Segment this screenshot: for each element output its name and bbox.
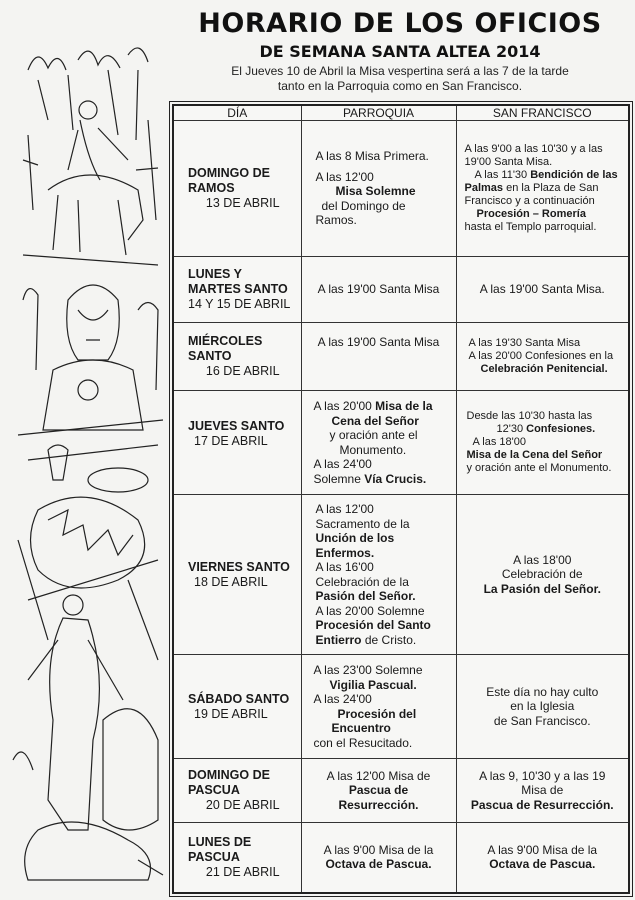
cell-text: A las 12'00 [315,502,374,516]
san-francisco-cell [456,655,629,759]
cell-text: Pasión del Señor. [315,589,416,603]
cell-text: de San Francisco. [493,713,591,728]
day-label: DOMINGO DE [188,768,270,782]
table-row [173,121,629,257]
day-label: MIÉRCOLES [188,334,263,348]
cell-text: A las 12'00 Misa de [326,768,431,783]
holy-week-illustration [8,40,166,890]
cell-text: Cena del Señor [331,413,419,428]
day-label: PASCUA [188,849,240,864]
cell-text: Procesión del Santo [315,618,431,632]
crown-of-thorns-drawing [18,497,158,660]
table-row [173,823,629,893]
cell-text: Entierro [315,632,362,647]
cell-text: Pascua de [348,783,409,798]
day-cell [173,655,301,759]
cell-text: Vía Crucis. [364,471,427,486]
day-cell [173,121,301,257]
san-francisco-cell [456,121,629,257]
day-cell [173,391,301,495]
cell-text: 12'30 [496,423,527,435]
day-label: LUNES Y [188,267,242,281]
day-date: 17 DE ABRIL [194,434,268,448]
cell-text: Ramos. [315,213,357,228]
day-cell [173,257,301,323]
day-cell [173,495,301,655]
cell-text: A las 8 Misa Primera. [315,149,429,164]
parroquia-cell [301,391,456,495]
cell-text: en la Plaza de San [503,182,599,194]
cell-text: con el Resucitado. [313,735,413,750]
cell-text: Celebración Penitencial. [480,363,608,375]
cell-text: Octava de Pascua. [489,857,596,872]
day-date: 19 DE ABRIL [194,706,268,721]
day-label: RAMOS [188,181,235,195]
cell-text: Celebración de [501,567,583,582]
cell-text: Monumento. [339,442,407,457]
cell-text: del Domingo de [321,198,406,213]
cell-text: Unción de los [315,531,395,545]
day-date: 20 DE ABRIL [205,798,280,812]
parroquia-cell: A las 19'00 Santa Misa [301,257,456,323]
cell-text: A las 20'00 Confesiones en la [468,350,614,362]
parroquia-cell [301,823,456,893]
cell-text: en la Iglesia [510,699,575,714]
day-label: PASCUA [188,783,240,797]
cell-text: Francisco y a continuación [464,195,595,207]
day-date: 21 DE ABRIL [205,864,280,879]
cell-text: A las 12'00 [315,169,374,184]
day-label: SANTO [188,349,232,363]
last-supper-drawing [18,285,163,492]
cell-text: A las 23'00 Solemne [313,663,423,677]
day-label: LUNES DE [188,834,252,849]
cell-text: Pascua de Resurrección. [470,797,614,812]
cell-text: A las 16'00 [315,560,374,574]
cell-text: A las 18'00 [472,436,526,448]
cell-text: A las 20'00 Solemne [315,603,425,618]
cell-text: Octava de Pascua. [325,857,432,872]
cell-text: A las 18'00 [513,552,572,567]
cell-text: Este día no hay culto [486,684,599,699]
table-row [173,323,629,391]
day-label: SÁBADO SANTO [188,691,290,706]
note-line-1: El Jueves 10 de Abril la Misa vespertina será a las 7 de la tarde [231,64,569,78]
day-date: 16 DE ABRIL [205,364,280,378]
header-san-francisco: SAN FRANCISCO [456,105,629,121]
san-francisco-cell [456,759,629,823]
table-row [173,391,629,495]
san-francisco-cell [456,495,629,655]
cell-text: Palmas [464,182,504,194]
cell-text: A las 24'00 [313,692,372,706]
day-label: JUEVES SANTO [188,419,285,433]
parroquia-cell: A las 19'00 Santa Misa [301,323,456,391]
parroquia-cell [301,655,456,759]
parroquia-cell [301,495,456,655]
cell-text: A las 9, 10'30 y a las 19 [479,768,606,783]
day-cell [173,323,301,391]
cell-text: Solemne [313,471,365,486]
cell-text: Misa de la Cena del Señor [466,449,603,461]
parroquia-cell [301,759,456,823]
table-row [173,495,629,655]
cell-text: Resurrección. [338,797,419,812]
cell-text: Procesión del [337,706,417,721]
cell-text: A las 19'30 Santa Misa [468,337,581,349]
page-title: HORARIO DE LOS OFICIOS [198,8,602,39]
day-date: 14 Y 15 DE ABRIL [188,297,291,311]
cell-text: Confesiones. [526,423,596,435]
cell-text: Bendición de las [530,169,618,181]
cell-text: A las 11'30 [474,169,531,181]
cell-text: de Cristo. [361,632,417,647]
day-date: 18 DE ABRIL [194,574,268,589]
day-label: DOMINGO DE [188,166,270,180]
cell-text: Vigilia Pascual. [329,677,417,692]
cell-text: 19'00 Santa Misa. [464,156,553,168]
cell-text: Misa Solemne [335,184,416,199]
cell-text: A las 9'00 a las 10'30 y a las [464,143,603,155]
page-subtitle: DE SEMANA SANTA ALTEA 2014 [259,42,541,61]
cell-text: y oración ante el Monumento. [466,462,612,474]
cell-text: Celebración de la [315,574,409,589]
cell-text: Sacramento de la [315,516,410,531]
note-line-2: tanto en la Parroquia como en San Francisco. [277,79,523,93]
parroquia-cell [301,121,456,257]
cell-text: A las 9'00 Misa de la [487,842,598,857]
cell-text: La Pasión del Señor. [483,581,601,596]
palm-sunday-drawing [23,48,158,265]
cell-text: Enfermos. [315,545,375,560]
header-parroquia: PARROQUIA [301,105,456,121]
table-row [173,759,629,823]
day-label: MARTES SANTO [188,282,288,296]
risen-christ-drawing [13,595,163,880]
table-row [173,655,629,759]
cell-text: hasta el Templo parroquial. [464,221,597,233]
cell-text: A las 24'00 [313,457,372,471]
cell-text: Misa de la [375,399,433,413]
day-date: 13 DE ABRIL [205,196,280,210]
cell-text: y oración ante el [329,428,418,442]
cell-text: Misa de [521,783,564,798]
cell-text: Encuentro [331,721,391,735]
cell-text: A las 9'00 Misa de la [323,842,434,857]
table-header-row [173,105,629,121]
table-row [173,257,629,323]
cell-text: Desde las 10'30 hasta las [466,410,593,422]
cell-text: A las 20'00 [313,399,376,413]
header-note [170,64,630,94]
san-francisco-cell [456,323,629,391]
san-francisco-cell: A las 19'00 Santa Misa. [456,257,629,323]
schedule-table [172,104,630,894]
cell-text: Procesión – Romería [476,208,586,220]
san-francisco-cell [456,391,629,495]
day-label: VIERNES SANTO [188,559,290,574]
day-cell [173,823,301,893]
san-francisco-cell [456,823,629,893]
day-cell [173,759,301,823]
header-day: DÍA [173,105,301,121]
